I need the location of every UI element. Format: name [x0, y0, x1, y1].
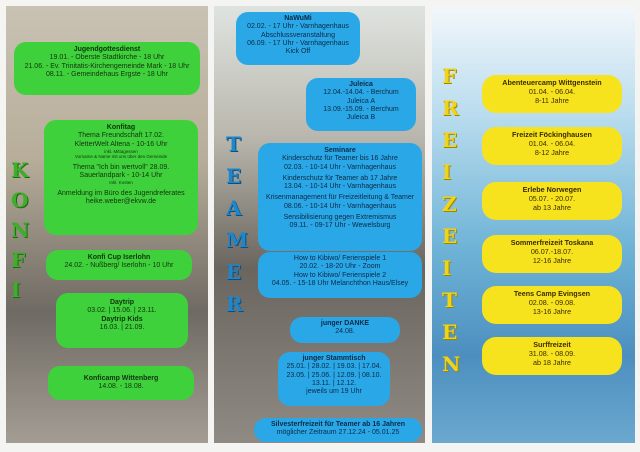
konfitag-note: Inkl. Kosten — [109, 180, 133, 186]
freizeit-date: 01.04. - 06.04. — [528, 87, 576, 96]
freizeiten-letter: I — [442, 160, 452, 184]
konfi-cup-line: 24.02. - Nußberg/ Iserlohn - 10 Uhr — [64, 262, 174, 270]
stammtisch-title: junger Stammtisch — [302, 355, 366, 362]
konficamp-title: Konficamp Wittenberg — [83, 375, 159, 382]
daytrip-line: 03.02. | 15.06. | 23.11. — [87, 307, 157, 315]
freizeit-date: 01.04. - 06.04. — [528, 139, 576, 148]
seminare-line: 02.03. - 10-14 Uhr - Varnhagenhaus — [284, 163, 396, 171]
daytrip-title: Daytrip — [109, 299, 135, 306]
freizeiten-letter: I — [442, 256, 452, 280]
teamer-letter: E — [226, 260, 242, 284]
konfi-cup-box — [46, 250, 192, 280]
jugendgottesdienst-line: 19.01. - Oberste Stadtkirche - 18 Uhr — [49, 54, 165, 62]
freizeiten-letter: F — [442, 64, 457, 88]
kibiwo-box — [258, 252, 422, 298]
jugendgottesdienst-line: 21.06. - Ev. Trinitatis-Kirchengemeinde Mark - 18 Uhr — [24, 62, 190, 70]
juleica-line: 12.04.-14.04. - Berchum — [323, 89, 399, 97]
seminare-line: 13.04. - 10-14 Uhr - Varnhagenhaus — [284, 183, 396, 191]
nawumi-line: 02.02. - 17 Uhr - Varnhagenhaus — [247, 23, 349, 31]
konfitag-line: Thema Freundschaft 17.02. — [78, 132, 164, 140]
nawumi-line: Abschlussveranstaltung — [261, 31, 335, 39]
freizeit-date: 06.07.-18.07. — [530, 247, 574, 256]
kibiwo-line: How to Kibiwo/ Ferienspiele 2 — [293, 271, 387, 279]
freizeit-title: Teens Camp Evingsen — [513, 289, 591, 298]
freizeit-date: 05.07. - 20.07. — [528, 194, 576, 203]
nawumi-box — [236, 12, 360, 65]
nawumi-line: Kick Off — [285, 48, 311, 56]
juleica-box — [306, 78, 416, 131]
silvester-title: Silvesterfreizeit für Teamer ab 16 Jahren — [270, 421, 406, 428]
teamer-letter: A — [226, 196, 242, 220]
freizeit-age: ab 18 Jahre — [533, 358, 571, 367]
daytrip-box — [56, 293, 188, 348]
konfitag-note: inkl. Mittagessen — [104, 148, 138, 154]
freizeiten-letter: T — [442, 288, 457, 312]
freizeit-title: Sommerfreizeit Toskana — [510, 238, 594, 247]
juleica-line: Juleica A — [346, 97, 376, 105]
juleica-line: Juleica B — [346, 114, 376, 122]
teamer-letter: M — [226, 228, 249, 252]
freizeit-title: Freizeit Föckinghausen — [512, 130, 592, 139]
freizeiten-letter: E — [442, 320, 458, 344]
konfi-letter: K — [11, 158, 29, 182]
freizeit-age: ab 13 Jahre — [533, 203, 571, 212]
teamer-letter: E — [226, 164, 242, 188]
stammtisch-line: 25.01. | 28.02. | 19.03. | 17.04. — [286, 363, 382, 371]
konfitag-line: Thema "Ich bin wertvoll" 28.09. — [72, 163, 170, 171]
freizeiten-letter: Z — [442, 192, 457, 216]
konfitag-box — [44, 120, 198, 235]
seminare-line: Krisenmanagement für Freizeitleitung & Teamer — [265, 194, 415, 202]
jugendgottesdienst-box — [14, 42, 200, 95]
konfitag-title: Konfitag — [106, 124, 136, 131]
freizeit-title: Surffreizeit — [533, 340, 571, 349]
freizeiten-panel — [432, 6, 635, 443]
seminare-line: 09.11. - 09-17 Uhr - Wewelsburg — [289, 222, 391, 230]
freizeit-title: Abenteuercamp Wittgenstein — [502, 78, 602, 87]
seminare-box — [258, 143, 422, 251]
nawumi-title: NaWuMi — [284, 15, 312, 22]
freizeit-box — [482, 235, 622, 273]
konfi-letter: N — [11, 218, 30, 242]
konfi-letter: I — [11, 278, 21, 302]
seminare-title: Seminare — [324, 147, 356, 154]
konfitag-line: heike.weber@ekvw.de — [85, 198, 157, 206]
seminare-line: Kinderschutz für Teamer ab 17 Jahre — [282, 174, 398, 182]
freizeiten-letter: N — [442, 352, 461, 376]
freizeit-age: 8-11 Jahre — [535, 96, 569, 105]
konfitag-note: Vorname & Name mit uns über den Gemeinde — [74, 154, 168, 160]
danke-title: junger DANKE — [320, 320, 370, 327]
stammtisch-line: jeweils um 19 Uhr — [306, 388, 362, 396]
freizeit-age: 8-12 Jahre — [534, 148, 570, 157]
silvester-line: möglicher Zeitraum 27.12.24 - 05.01.25 — [276, 429, 400, 437]
stammtisch-line: 23.05. | 25.06. | 12.09. | 08.10. — [286, 371, 382, 379]
silvester-box — [254, 418, 422, 442]
daytrip-kids-title: Daytrip Kids — [101, 315, 143, 323]
kibiwo-line: 04.05. - 15-18 Uhr Melanchthon Haus/Elsey — [271, 279, 409, 287]
stammtisch-line: 13.11. | 12.12. — [311, 379, 357, 387]
freizeiten-letter: R — [442, 96, 459, 120]
freizeit-age: 12-16 Jahre — [532, 256, 572, 265]
freizeit-box — [482, 75, 622, 113]
konficamp-box — [48, 366, 194, 400]
jugendgottesdienst-line: 08.11. - Gemeindehaus Ergste - 18 Uhr — [45, 70, 169, 78]
konfi-cup-title: Konfi Cup Iserlohn — [87, 254, 151, 261]
seminare-line: Sensibilisierung gegen Extremismus — [283, 214, 397, 222]
freizeit-age: 13-16 Jahre — [532, 307, 572, 316]
daytrip-kids-line: 16.03. | 21.09. — [99, 323, 145, 331]
freizeiten-letter: E — [442, 128, 458, 152]
danke-box — [290, 317, 400, 343]
freizeit-date: 31.08. - 08.09. — [528, 349, 576, 358]
konfi-letter: F — [11, 248, 26, 272]
teamer-letter: T — [226, 132, 241, 156]
juleica-line: 13.09.-15.09. - Berchum — [323, 105, 399, 113]
freizeit-box — [482, 127, 622, 165]
freizeit-box — [482, 286, 622, 324]
freizeit-title: Erlebe Norwegen — [522, 185, 582, 194]
teamer-letter: R — [226, 292, 243, 316]
seminare-line: Kinderschutz für Teamer bis 16 Jahre — [282, 155, 398, 163]
seminare-line: 08.06. - 10-14 Uhr - Varnhagenhaus — [284, 202, 396, 210]
kibiwo-line: How to Kibiwo/ Ferienspiele 1 — [293, 255, 387, 262]
freizeit-date: 02.08. - 09.08. — [528, 298, 576, 307]
konfitag-line: KletterWelt Altena - 10-16 Uhr — [74, 140, 168, 148]
nawumi-line: 06.09. - 17 Uhr - Varnhagenhaus — [247, 39, 349, 47]
freizeiten-letter: E — [442, 224, 458, 248]
juleica-title: Juleica — [349, 81, 373, 88]
stammtisch-box — [278, 352, 390, 406]
jugendgottesdienst-title: Jugendgottesdienst — [73, 46, 141, 53]
konfitag-line: Sauerlandpark - 10-14 Uhr — [79, 172, 163, 180]
freizeit-box — [482, 182, 622, 220]
kibiwo-line: 20.02. - 18-20 Uhr - Zoom — [299, 263, 381, 271]
freizeit-box — [482, 337, 622, 375]
danke-line: 24.08. — [335, 328, 355, 336]
konficamp-line: 14.08. - 18.08. — [98, 383, 144, 391]
konfi-letter: O — [11, 188, 29, 212]
konfitag-line: Anmeldung im Büro des Jugendreferates — [57, 189, 185, 197]
